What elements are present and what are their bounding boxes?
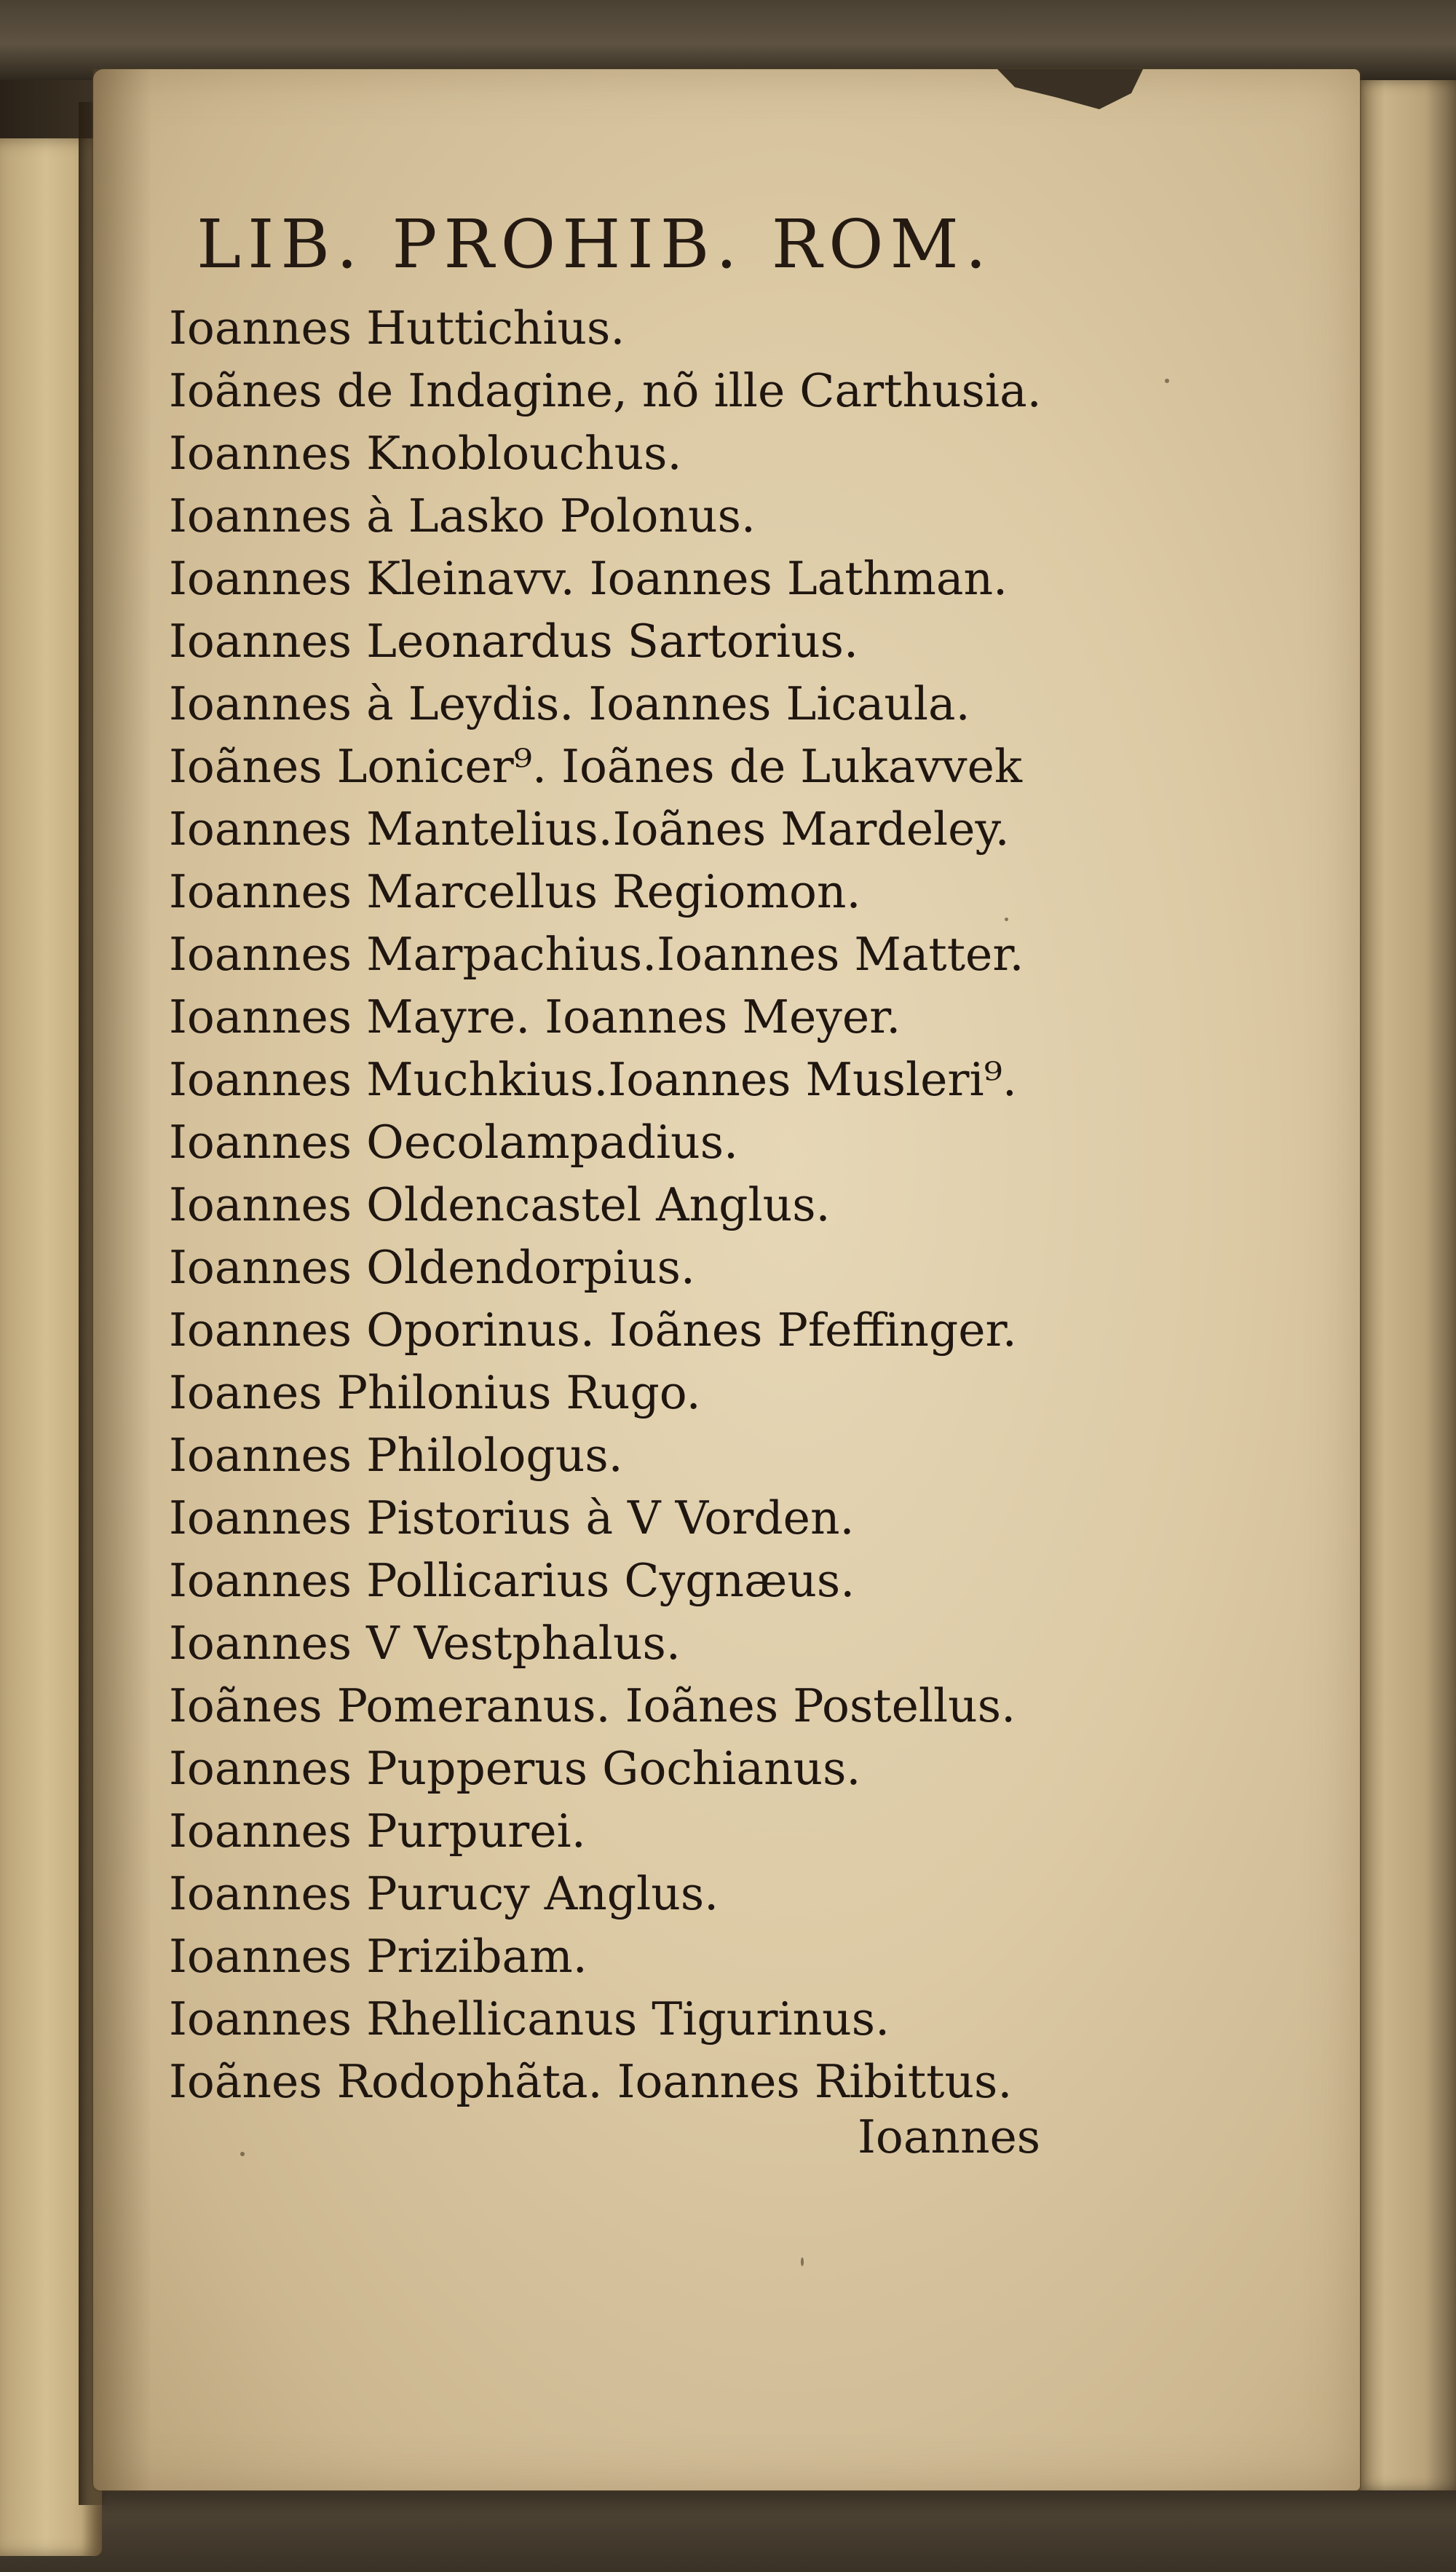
author-entry: Ioannes Pollicarius Cygnæus. [169,1554,855,1607]
right-page-stack [1354,80,1456,2490]
author-entry: Ioannes Pistorius à V Vorden. [169,1491,855,1545]
author-entry: Ioannes Kleinavv. Ioannes Lathman. [169,552,1008,605]
author-entry: Ioannes Oldendorpius. [169,1241,695,1294]
author-entry: Ioannes Knoblouchus. [169,427,682,480]
author-entry: Ioannes à Leydis. Ioannes Licaula. [169,677,970,730]
author-entry: Ioannes Marpachius.Ioannes Matter. [169,928,1024,981]
author-entry: Ioannes Philologus. [169,1429,623,1482]
author-entry: Ioãnes Rodophãta. Ioannes Ribittus. [169,2055,1013,2108]
author-entry: Ioannes Oporinus. Ioãnes Pfeffinger. [169,1303,1017,1357]
ink-speck [1165,379,1169,383]
author-entry: Ioãnes Lonicer⁹. Ioãnes de Lukavvek [169,740,1023,793]
author-entry: Ioannes Mantelius.Ioãnes Mardeley. [169,802,1010,856]
catchword: Ioannes [858,2110,1041,2163]
author-entry: Ioannes Oecolampadius. [169,1116,739,1169]
author-entry: Ioannes Prizibam. [169,1930,587,1983]
ink-speck [240,2152,245,2156]
running-head: LIB. PROHIB. ROM. [197,205,993,283]
author-entry: Ioannes Mayre. Ioannes Meyer. [169,990,901,1044]
author-entry: Ioannes Leonardus Sartorius. [169,615,858,668]
ink-speck [801,2257,804,2266]
author-entry: Ioanes Philonius Rugo. [169,1366,701,1419]
author-entry: Ioannes Purpurei. [169,1804,586,1858]
author-entry: Ioannes Marcellus Regiomon. [169,865,861,918]
author-entry: Ioãnes Pomeranus. Ioãnes Postellus. [169,1679,1016,1732]
author-entry: Ioannes Oldencastel Anglus. [169,1178,831,1231]
author-entry: Ioannes Purucy Anglus. [169,1867,719,1920]
author-entry: Ioannes à Lasko Polonus. [169,489,756,543]
author-entry: Ioannes Muchkius.Ioannes Musleri⁹. [169,1053,1017,1106]
author-entry: Ioãnes de Indagine, nõ ille Carthusia. [169,364,1042,417]
author-entry: Ioannes Huttichius. [169,301,625,355]
page-gutter-shadow [93,69,151,2490]
author-list [169,297,1115,2113]
author-entry: Ioannes V Vestphalus. [169,1617,681,1670]
author-entry: Ioannes Pupperus Gochianus. [169,1742,861,1795]
binding-top [0,0,1456,80]
author-entry: Ioannes Rhellicanus Tigurinus. [169,1992,890,2046]
